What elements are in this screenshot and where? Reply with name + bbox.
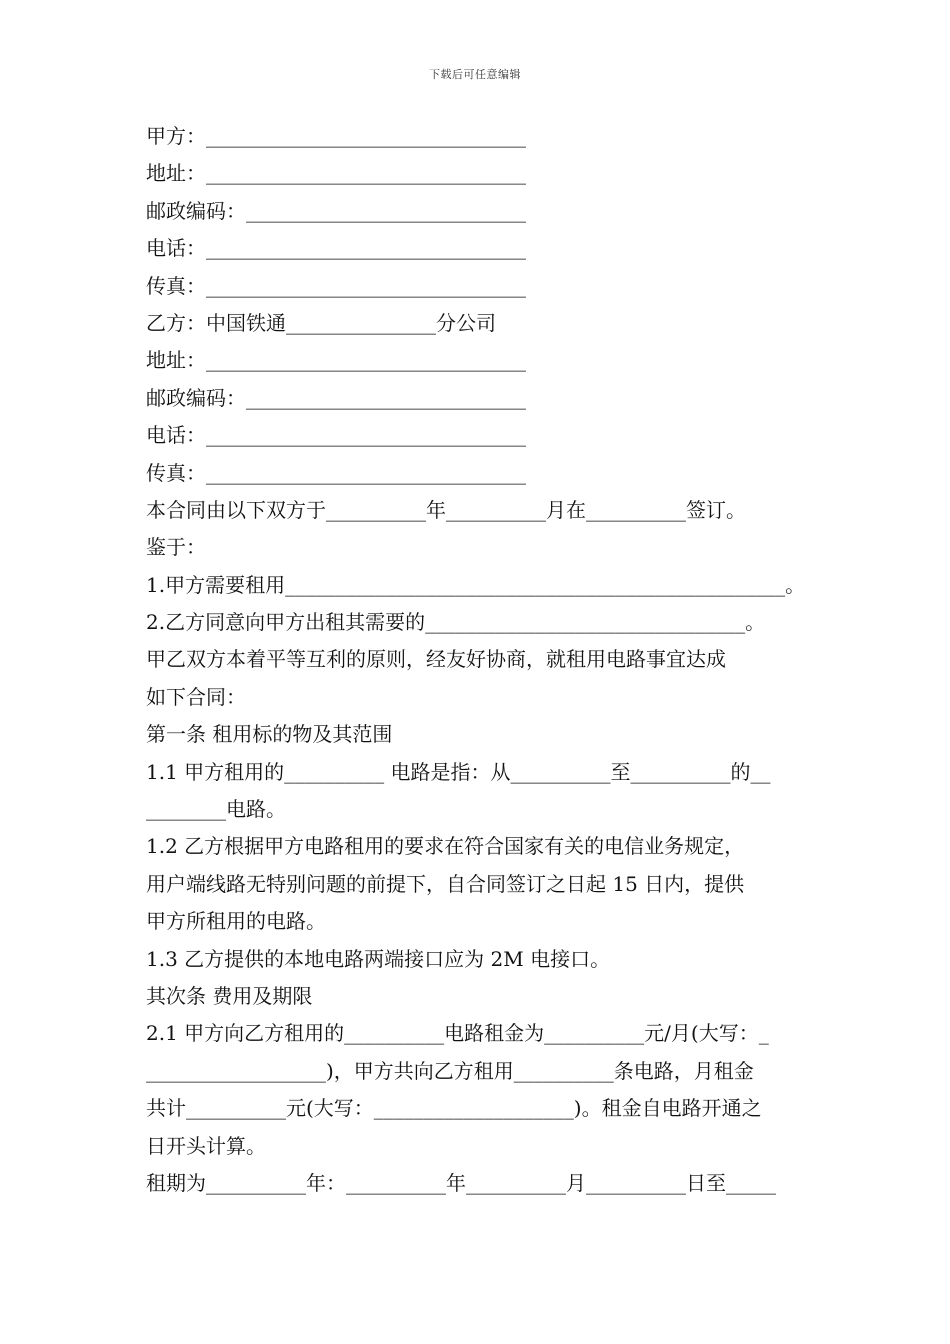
whereas-item-1: 1.甲方需要租用__________________________________________________。 xyxy=(146,572,806,597)
signing-date-line: 本合同由以下双方于__________年__________月在__________签订。 xyxy=(146,497,746,522)
contract-body xyxy=(146,118,810,1202)
party-b-fax-line: 传真：________________________________ xyxy=(146,460,526,485)
agreement-intro-line-2: 如下合同： xyxy=(146,684,246,709)
clause-2-1-line-3: 共计__________元(大写：____________________)。租金自电路开通之 xyxy=(146,1096,762,1121)
article-2-heading: 其次条 费用及期限 xyxy=(146,983,313,1008)
clause-1-3-line: 1.3 乙方提供的本地电路两端接口应为 2M 电接口。 xyxy=(146,946,611,971)
clause-1-2-line-1: 1.2 乙方根据甲方电路租用的要求在符合国家有关的电信业务规定， xyxy=(146,834,745,859)
party-b-address-line: 地址：________________________________ xyxy=(146,348,526,373)
clause-2-1-line-1: 2.1 甲方向乙方租用的__________电路租金为__________元/月(大写：_ xyxy=(146,1021,769,1046)
agreement-intro-line-1: 甲乙双方本着平等互利的原则，经友好协商，就租用电路事宜达成 xyxy=(146,647,726,672)
clause-1-2-line-2: 用户端线路无特别问题的前提下，自合同签订之日起 15 日内，提供 xyxy=(146,871,745,896)
party-a-postcode-line: 邮政编码：____________________________ xyxy=(146,198,526,223)
article-1-heading: 第一条 租用标的物及其范围 xyxy=(146,722,393,747)
clause-1-1-line-2: ________电路。 xyxy=(146,797,286,822)
whereas-item-2: 2.乙方同意向甲方出租其需要的________________________________。 xyxy=(146,610,766,635)
whereas-heading: 鉴于： xyxy=(146,535,206,560)
clause-2-1-line-2: __________________)，甲方共向乙方租用__________条电路，月租金 xyxy=(146,1058,754,1083)
party-a-name-line: 甲方：________________________________ xyxy=(146,124,526,148)
clause-2-1-line-4: 日开头计算。 xyxy=(146,1133,266,1158)
party-a-phone-line: 电话：________________________________ xyxy=(146,236,526,261)
page-header-caption: 下载后可任意编辑 xyxy=(429,68,521,81)
party-a-fax-line: 传真：________________________________ xyxy=(146,273,526,298)
lease-term-line: 租期为__________年：__________年__________月__________日至_____ xyxy=(146,1170,776,1195)
clause-1-1-line-1: 1.1 甲方租用的__________ 电路是指：从__________至__________的__ xyxy=(146,759,771,784)
clause-1-2-line-3: 甲方所租用的电路。 xyxy=(146,909,326,934)
party-b-phone-line: 电话：________________________________ xyxy=(146,423,526,448)
party-a-address-line: 地址：________________________________ xyxy=(146,161,526,186)
party-b-postcode-line: 邮政编码：____________________________ xyxy=(146,385,526,410)
party-b-name-line: 乙方：中国铁通_______________分公司 xyxy=(146,310,496,335)
